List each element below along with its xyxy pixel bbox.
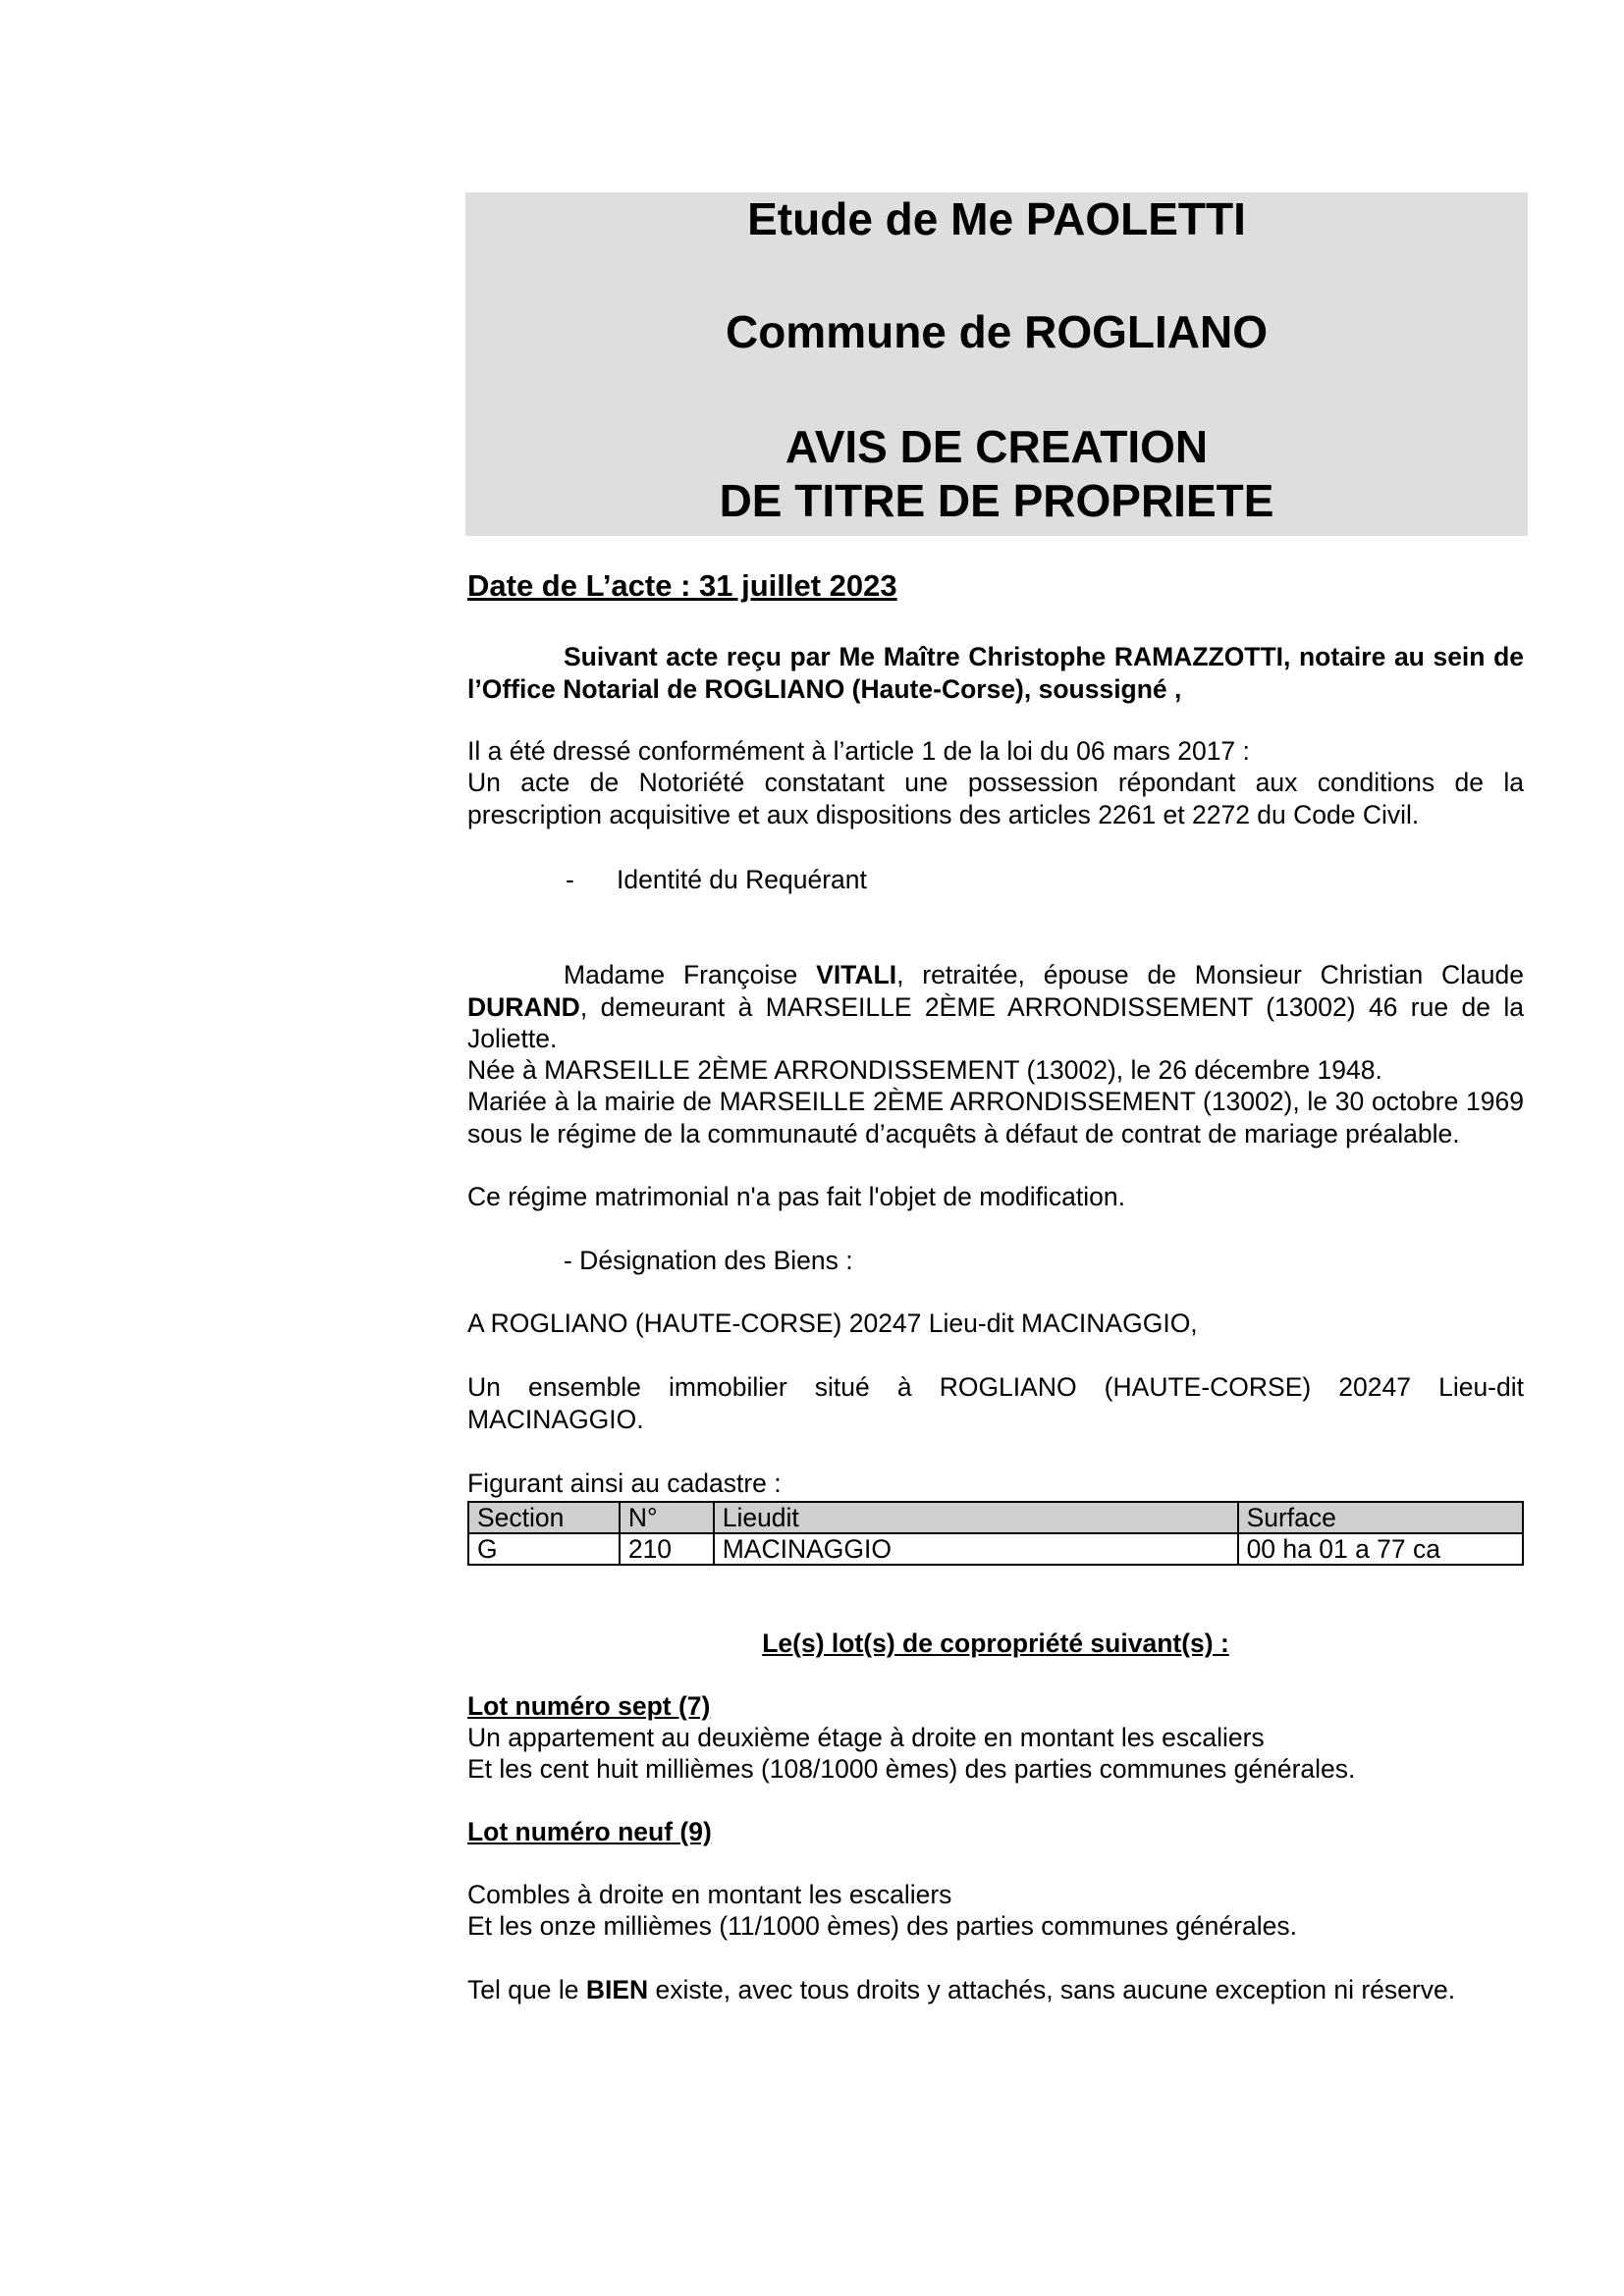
deed-date-heading: Date de L’acte : 31 juillet 2023 — [467, 568, 897, 603]
cadastre-header-number: N° — [620, 1502, 714, 1533]
closing-suffix: existe, avec tous droits y attachés, sans aucune exception ni réserve. — [648, 1975, 1456, 2004]
intro-paragraph: Suivant acte reçu par Me Maître Christophe RAMAZZOTTI, notaire au sein de l’Office Notarial de ROGLIANO (Haute-Corse), soussigné , — [467, 642, 1524, 704]
birth-line: Née à MARSEILLE 2ÈME ARRONDISSEMENT (13002), le 26 décembre 1948. — [467, 1055, 1382, 1085]
notice-title-line2: DE TITRE DE PROPRIETE — [719, 475, 1274, 526]
cadastre-header-surface: Surface — [1238, 1502, 1523, 1533]
spouse-surname: DURAND — [467, 991, 580, 1022]
office-title: Etude de Me PAOLETTI — [747, 193, 1246, 244]
cadastre-table — [467, 1501, 1524, 1566]
cadastre-cell-surface: 00 ha 01 a 77 ca — [1238, 1533, 1523, 1565]
cadastre-cell-number: 210 — [620, 1533, 714, 1565]
closing-bien: BIEN — [585, 1975, 649, 2004]
biens-location: A ROGLIANO (HAUTE-CORSE) 20247 Lieu-dit MACINAGGIO, — [467, 1308, 1198, 1338]
cadastre-header-lieudit: Lieudit — [714, 1502, 1238, 1533]
cadastre-label: Figurant ainsi au cadastre : — [467, 1468, 782, 1498]
closing-paragraph — [467, 1974, 1524, 2006]
lot-7-description: Un appartement au deuxième étage à droite en montant les escaliers — [467, 1723, 1265, 1752]
table-row — [468, 1533, 1523, 1565]
lot-9-description: Combles à droite en montant les escaliers — [467, 1880, 952, 1909]
notoriety-paragraph: Un acte de Notoriété constatant une possession répondant aux conditions de la prescription acquisitive et aux dispositions des articles 2261 et 2272 du Code Civil. — [467, 768, 1524, 829]
lot-9-shares: Et les onze millièmes (11/1000 èmes) des parties communes générales. — [467, 1911, 1297, 1941]
cadastre-cell-section: G — [468, 1533, 620, 1565]
requerant-description: , retraitée, épouse de Monsieur Christian Claude — [896, 960, 1525, 989]
requerant-address: , demeurant à MARSEILLE 2ÈME ARRONDISSEMENT (13002) 46 rue de la Joliette. — [467, 991, 1524, 1053]
marriage-paragraph: Mariée à la mairie de MARSEILLE 2ÈME ARRONDISSEMENT (13002), le 30 octobre 1969 sous le régime de la communauté d’acquêts à défaut de contrat de mariage préalable. — [467, 1087, 1524, 1148]
biens-heading: - Désignation des Biens : — [564, 1246, 853, 1275]
lot-7-shares: Et les cent huit millièmes (108/1000 èmes) des parties communes générales. — [467, 1754, 1356, 1784]
requerant-heading: Identité du Requérant — [617, 865, 867, 894]
requerant-dash: - — [566, 865, 574, 894]
cadastre-cell-lieudit: MACINAGGIO — [714, 1533, 1238, 1565]
legal-basis-line: Il a été dressé conformément à l’article 1 de la loi du 06 mars 2017 : — [467, 736, 1250, 766]
notice-title-line1: AVIS DE CREATION — [785, 421, 1209, 472]
regime-line: Ce régime matrimonial n'a pas fait l'objet de modification. — [467, 1182, 1125, 1211]
requerant-paragraph — [467, 959, 1524, 1055]
lots-heading: Le(s) lot(s) de copropriété suivant(s) : — [762, 1629, 1229, 1658]
ensemble-paragraph: Un ensemble immobilier situé à ROGLIANO (HAUTE-CORSE) 20247 Lieu-dit MACINAGGIO. — [467, 1372, 1524, 1434]
cadastre-header-section: Section — [468, 1502, 620, 1533]
commune-title: Commune de ROGLIANO — [725, 306, 1269, 357]
lot-7-title: Lot numéro sept (7) — [467, 1691, 711, 1721]
requerant-surname: VITALI — [816, 960, 897, 989]
lot-9-title: Lot numéro neuf (9) — [467, 1817, 712, 1846]
cadastre-header-row — [468, 1502, 1523, 1533]
requerant-name-prefix: Madame Françoise — [564, 960, 817, 989]
closing-prefix: Tel que le — [467, 1975, 586, 2004]
